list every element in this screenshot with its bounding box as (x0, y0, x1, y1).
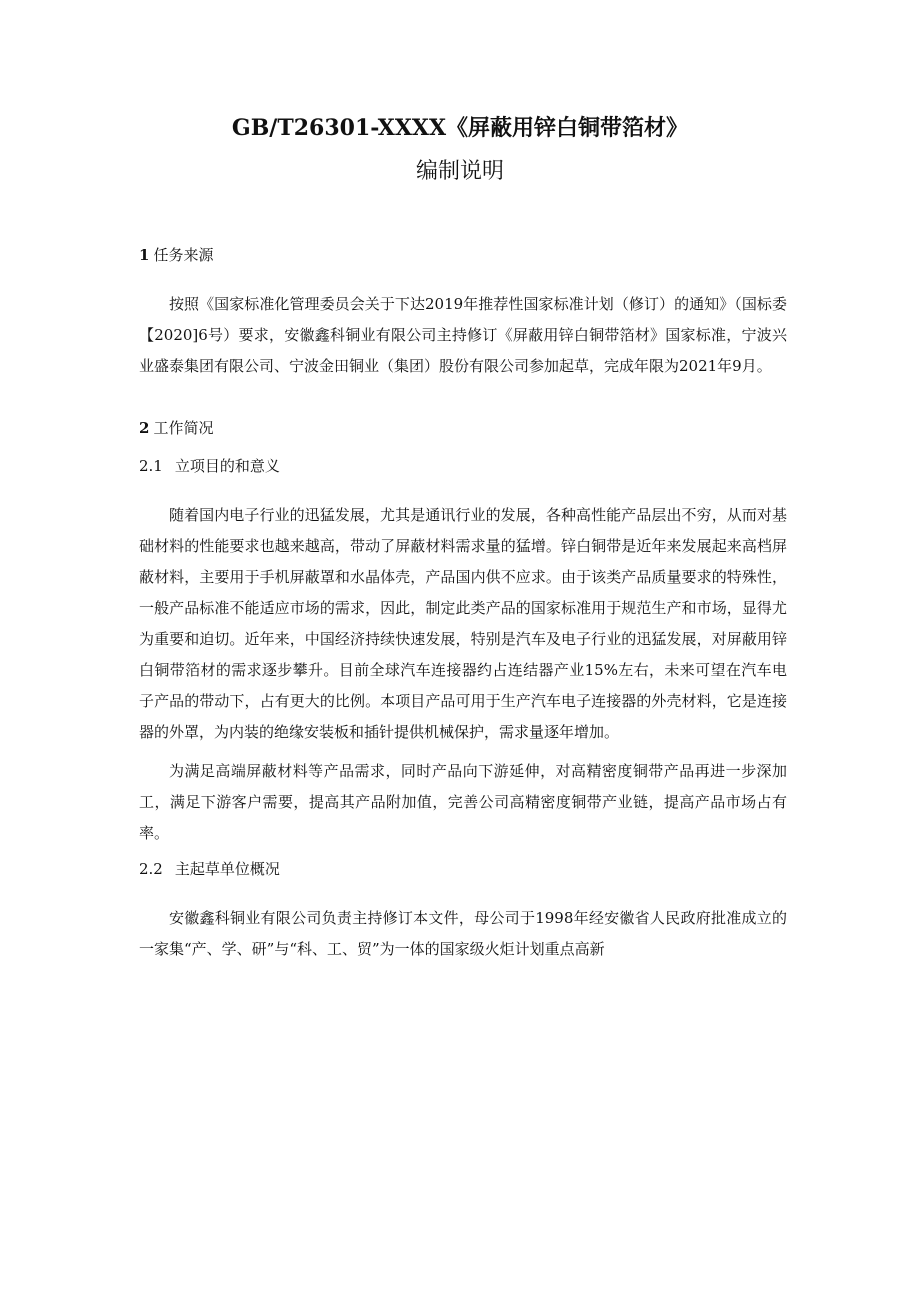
subsection-title: 主起草单位概况 (174, 860, 280, 878)
subsection-number: 2.2 (139, 860, 163, 878)
section-2-2-paragraph: 安徽鑫科铜业有限公司负责主持修订本文件，母公司于1998年经安徽省人民政府批准成立的一家集“产、学、研”与“科、工、贸”为一体的国家级火炬计划重点高新 (139, 909, 787, 958)
title-subtitle: 编制说明 (415, 159, 504, 184)
section-2-heading (139, 416, 787, 440)
subsection-number: 2.1 (139, 457, 163, 475)
document-body (139, 243, 787, 965)
section-1-paragraph: 按照《国家标准化管理委员会关于下达2019年推荐性国家标准计划（修订）的通知》（国标委【2020]6号）要求，安徽鑫科铜业有限公司主持修订《屏蔽用锌白铜带箔材》国家标准，宁波兴业盛泰集团有限公司、宁波金田铜业（集团）股份有限公司参加起草，完成年限为2021年9月。 (139, 295, 787, 375)
section-2-1-heading (139, 454, 787, 478)
title-standard-name: GB/T26301-XXXX《屏蔽用锌白铜带箔材》 (231, 115, 689, 141)
section-2-2-heading (139, 857, 787, 881)
section-2-1-paragraph-2: 为满足高端屏蔽材料等产品需求，同时产品向下游延伸，对高精密度铜带产品再进一步深加工，满足下游客户需要，提高其产品附加值，完善公司高精密度铜带产业链，提高产品市场占有率。 (139, 762, 787, 842)
section-number: 2 (139, 419, 150, 437)
section-1-heading (139, 243, 787, 267)
document-title (0, 112, 920, 188)
subsection-title: 立项目的和意义 (174, 457, 280, 475)
section-number: 1 (139, 246, 150, 264)
section-2-1-paragraph-1: 随着国内电子行业的迅猛发展，尤其是通讯行业的发展，各种高性能产品层出不穷，从而对基础材料的性能要求也越来越高，带动了屏蔽材料需求量的猛增。锌白铜带是近年来发展起来高档屏蔽材料，主要用于手机屏蔽罩和水晶体壳，产品国内供不应求。由于该类产品质量要求的特殊性，一般产品标准不能适应市场的需求，因此，制定此类产品的国家标准用于规范生产和市场，显得尤为重要和迫切。近年来，中国经济持续快速发展，特别是汽车及电子行业的迅猛发展，对屏蔽用锌白铜带箔材的需求逐步攀升。目前全球汽车连接器约占连结器产业15%左右，未来可望在汽车电子产品的带动下，占有更大的比例。本项目产品可用于生产汽车电子连接器的外壳材料，它是连接器的外罩，为内装的绝缘安装板和插针提供机械保护，需求量逐年增加。 (139, 506, 787, 741)
section-title: 工作简况 (153, 419, 214, 437)
section-title: 任务来源 (153, 246, 214, 264)
